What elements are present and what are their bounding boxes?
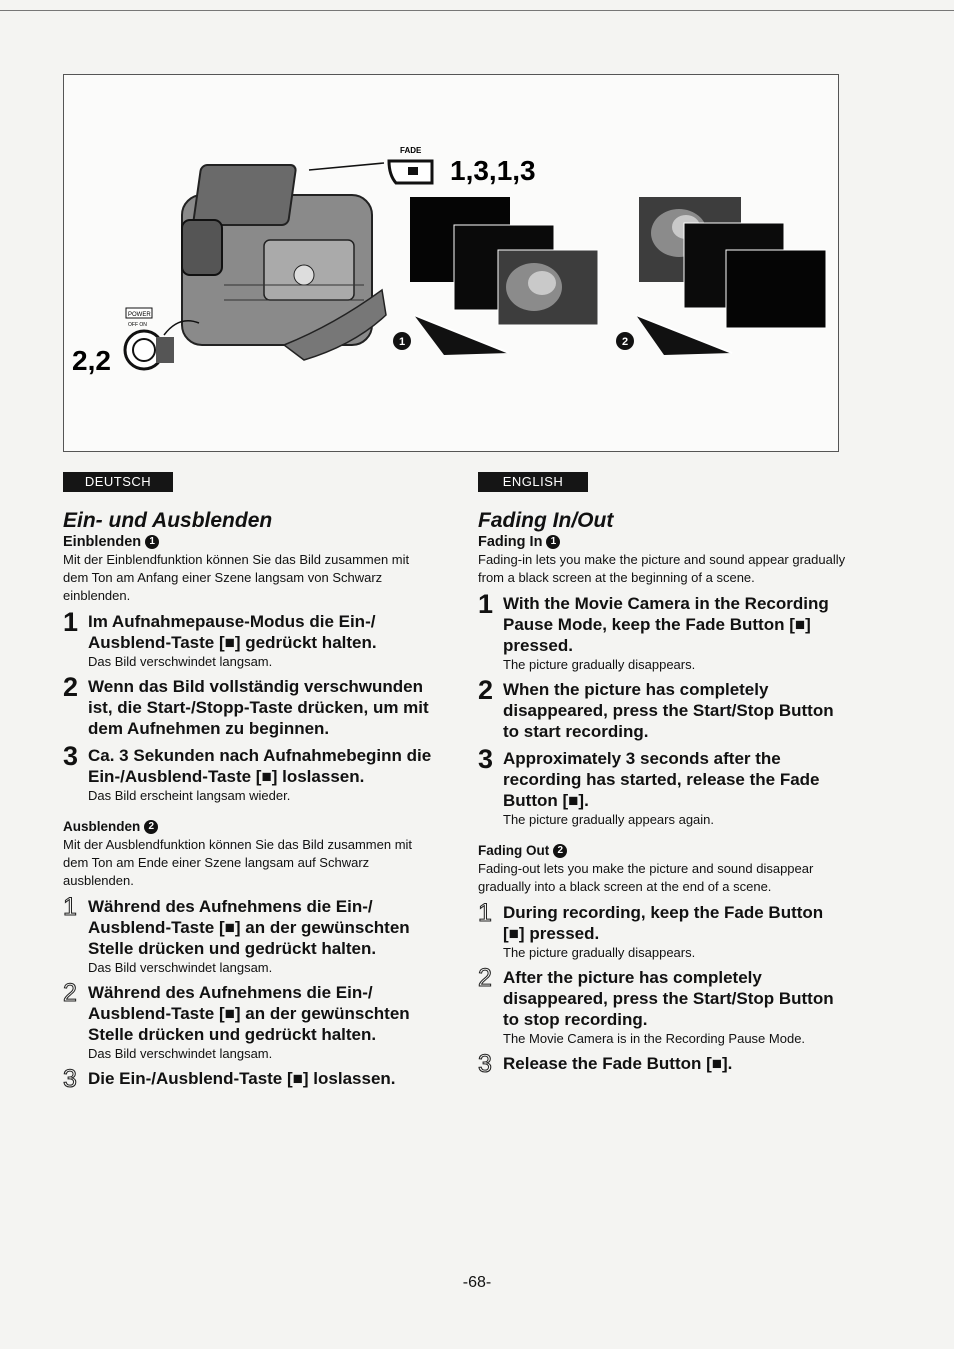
fade-in-sequence <box>410 197 598 355</box>
subheading-einblenden <box>63 533 435 551</box>
top-rule <box>0 10 954 11</box>
step-text: Approximately 3 seconds after the recording has started, release the Fade Button [■]. <box>503 749 820 810</box>
step-number: 3 <box>478 1050 492 1078</box>
step-text: After the picture has completely disappeared, press the Start/Stop Button to stop recording. <box>503 968 834 1029</box>
step-text: During recording, keep the Fade Button [■] pressed. <box>503 903 824 943</box>
subheading-fading-in <box>478 533 846 551</box>
step-number: 2 <box>63 979 77 1007</box>
subheading-text: Ausblenden <box>63 819 141 834</box>
subheading-fading-out <box>478 842 846 860</box>
page-number: -68- <box>462 1274 492 1291</box>
power-steps-label: 2,2 <box>72 345 111 376</box>
intro-paragraph: Fading-out lets you make the picture and sound disappear gradually into a black screen at the end of a scene. <box>478 861 814 894</box>
step <box>63 741 435 804</box>
step-number: 1 <box>478 589 494 619</box>
step <box>478 964 846 1047</box>
section-title-de: Ein- und Ausblenden <box>63 509 273 532</box>
section-title-en: Fading In/Out <box>478 509 614 532</box>
step-number: 2 <box>478 675 494 705</box>
step <box>478 1050 846 1078</box>
language-tag-deutsch: DEUTSCH <box>63 472 173 492</box>
subheading-text: Fading In <box>478 534 543 550</box>
fade-button-icon <box>389 161 432 183</box>
marker-badge: 1 <box>546 535 560 549</box>
power-sub-label: OFF ON <box>128 322 147 328</box>
marker-badge: 2 <box>553 844 567 858</box>
step-note: The picture gradually appears again. <box>503 812 715 827</box>
step <box>63 1065 435 1093</box>
step-text: Im Aufnahmepause-Modus die Ein-/ Ausblend-Taste [■] gedrückt halten. <box>88 612 377 652</box>
step-text: Während des Aufnehmens die Ein-/ Ausblend-Taste [■] an der gewünschten Stelle drücken und gedrückt halten. <box>88 983 410 1044</box>
step-number: 1 <box>63 607 79 637</box>
step-text: When the picture has completely disappeared, press the Start/Stop Button to start recording. <box>503 680 834 741</box>
camcorder-illustration <box>64 75 838 451</box>
step-number: 2 <box>478 964 492 992</box>
step-number: 3 <box>63 1065 77 1093</box>
subheading-text: Einblenden <box>63 534 142 550</box>
intro-paragraph: Mit der Einblendfunktion können Sie das Bild zusammen mit dem Ton am Anfang einer Szene langsam von Schwarz einblenden. <box>63 552 410 603</box>
marker-badge: 2 <box>144 820 158 834</box>
step-text: Release the Fade Button [■]. <box>503 1054 733 1073</box>
step-number: 1 <box>63 893 77 921</box>
power-label: POWER <box>128 312 151 318</box>
step-note: Das Bild verschwindet langsam. <box>88 960 273 975</box>
marker-1-label: 1 <box>398 336 406 348</box>
step-text: Wenn das Bild vollständig verschwunden ist, die Start-/Stopp-Taste drücken, um mit dem Aufnehmen zu beginnen. <box>88 677 429 738</box>
deutsch-column <box>63 509 435 1093</box>
step <box>478 589 846 673</box>
english-column <box>478 509 846 1078</box>
step <box>63 607 435 670</box>
step <box>478 744 846 828</box>
subheading-text: Fading Out <box>478 843 550 858</box>
fade-steps-label: 1,3,1,3 <box>450 155 536 186</box>
step-note: Das Bild erscheint langsam wieder. <box>88 788 291 803</box>
step-text: With the Movie Camera in the Recording Pause Mode, keep the Fade Button [■] pressed. <box>503 594 829 655</box>
step <box>63 979 435 1062</box>
step-text: Die Ein-/Ausblend-Taste [■] loslassen. <box>88 1069 396 1088</box>
intro-paragraph: Mit der Ausblendfunktion können Sie das Bild zusammen mit dem Ton am Ende einer Szene langsam auf Schwarz ausblenden. <box>63 837 413 888</box>
illustration-panel <box>63 74 839 452</box>
subheading-ausblenden <box>63 818 435 836</box>
step-number: 1 <box>478 899 492 927</box>
marker-badge: 1 <box>145 535 159 549</box>
step <box>478 899 846 961</box>
step-text: Während des Aufnehmens die Ein-/ Ausblend-Taste [■] an der gewünschten Stelle drücken und gedrückt halten. <box>88 897 410 958</box>
step-number: 3 <box>63 741 79 771</box>
step <box>478 675 846 742</box>
step-note: The picture gradually disappears. <box>503 945 696 960</box>
intro-paragraph: Fading-in lets you make the picture and sound appear gradually from a black screen at the beginning of a scene. <box>478 552 846 585</box>
step-number: 3 <box>478 744 494 774</box>
fade-out-sequence <box>636 197 826 355</box>
step-note: Das Bild verschwindet langsam. <box>88 654 273 669</box>
fade-small-label: FADE <box>400 146 422 155</box>
step-number: 2 <box>63 672 79 702</box>
step-text: Ca. 3 Sekunden nach Aufnahmebeginn die Ein-/Ausblend-Taste [■] loslassen. <box>88 746 432 786</box>
step <box>63 672 435 739</box>
step-note: Das Bild verschwindet langsam. <box>88 1046 273 1061</box>
step-note: The Movie Camera is in the Recording Pause Mode. <box>503 1031 806 1046</box>
language-tag-english: ENGLISH <box>478 472 588 492</box>
camcorder-image <box>182 163 386 360</box>
step <box>63 893 435 976</box>
marker-2-label: 2 <box>621 336 629 348</box>
step-note: The picture gradually disappears. <box>503 657 696 672</box>
